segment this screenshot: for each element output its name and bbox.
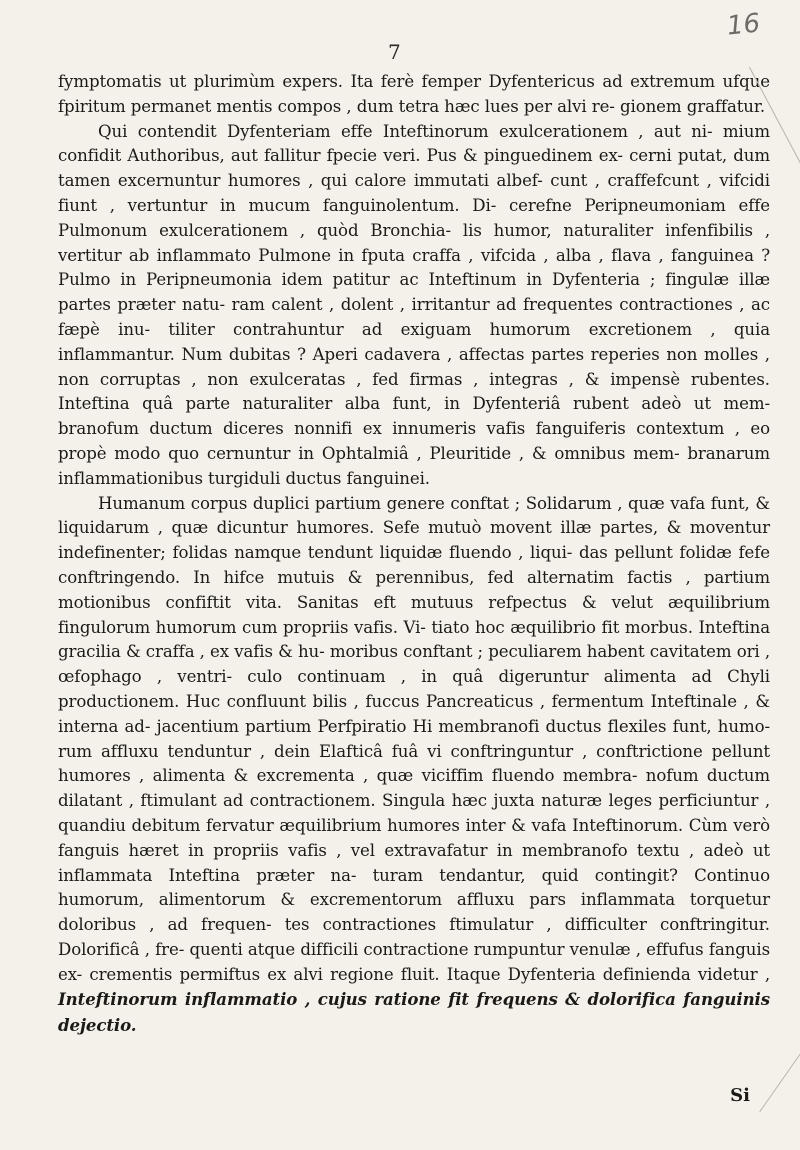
- body-text: [58, 70, 770, 1039]
- page-number: 7: [388, 40, 401, 64]
- paragraph-3: [58, 492, 770, 1040]
- paragraph-3-text: Humanum corpus duplici partium genere conftat ; Solidarum , quæ vafa funt, & liquidarum , quæ dicuntur humores. Sefe mutuò movent illæ partes, & moventur indefinenter; folidas namque tendunt liquidæ fluendo , liqui- das pellunt folidæ fefe conftringendo. In hifce mutuis & perennibus, fed alternatim factis , partium motionibus confiftit vita. Sanitas eft mutuus refpectus & velut æquilibrium fingulorum humorum cum propriis vafis. Vi- tiato hoc æquilibrio fit morbus. Inteftina gracilia & craffa , ex vafis & hu- moribus conftant ; peculiarem habent cavitatem ori , œfophago , ventri- culo continuam , in quâ digeruntur alimenta ad Chyli productionem. Huc confluunt bilis , fuccus Pancreaticus , fermentum Inteftinale , & interna ad- jacentium partium Perfpiratio Hi membranofi ductus flexiles funt, humo- rum affluxu tenduntur , dein Elafticâ fuâ vi conftringuntur , conftrictione pellunt humores , alimenta & excrementa , quæ viciffim fluendo membra- nofum ductum dilatant , ftimulant ad contractionem. Singula hæc juxta naturæ leges perficiuntur , quandiu debitum fervatur æquilibrium humores inter & vafa Inteftinorum. Cùm verò fanguis hæret in propriis vafis , vel extravafatur in membranofo textu , adeò ut inflammata Inteftina præter na- turam tendantur, quid contingit? Continuo humorum, alimentorum & excrementorum affluxu pars inflammata torquetur doloribus , ad frequen- tes contractiones ftimulatur , difficulter conftringitur. Dolorificâ , fre- quenti atque difficili contractione rumpuntur venulæ , effufus fanguis ex- crementis permiftus ex alvi regione fluit. Itaque Dyfenteria definienda videtur ,: [58, 493, 770, 984]
- paragraph-2: Qui contendit Dyfenteriam effe Inteftinorum exulcerationem , aut ni- mium confidit Authoribus, aut fallitur fpecie veri. Pus & pinguedinem ex- cerni putat, dum tamen excernuntur humores , qui calore immutati albef- cunt , craffefcunt , vifcidi fiunt , vertuntur in mucum fanguinolentum. Di- cerefne Peripneumoniam effe Pulmonum exulcerationem , quòd Bronchia- lis humor, naturaliter infenfibilis , vertitur ab inflammato Pulmone in fputa craffa , vifcida , alba , flava , fanguinea ? Pulmo in Peripneumonia idem patitur ac Inteftinum in Dyfenteria ; fingulæ illæ partes præter natu- ram calent , dolent , irritantur ad frequentes contractiones , ac fæpè inu- tiliter contrahuntur ad exiguam humorum excretionem , quia inflammantur. Num dubitas ? Aperi cadavera , affectas partes reperies non molles , non corruptas , non exulceratas , fed firmas , integras , & impensè rubentes. Inteftina quâ parte naturaliter alba funt, in Dyfenteriâ rubent adeò ut mem- branofum ductum diceres nonnifi ex innumeris vafis fanguiferis contextum , eo propè modo quo cernuntur in Ophtalmiâ , Pleuritide , & omnibus mem- branarum inflammationibus turgiduli ductus fanguinei.: [58, 121, 770, 488]
- pencil-page-mark: 16: [725, 8, 762, 42]
- catchword: Si: [730, 1085, 750, 1106]
- margin-pencil-stroke: [759, 1038, 800, 1112]
- definition-italic: Inteftinorum inflammatio , cujus ratione fit frequens & dolorifica fanguinis dejectio.: [58, 989, 770, 1036]
- paragraph-1: fymptomatis ut plurimùm expers. Ita ferè femper Dyfentericus ad extremum ufque fpiritum permanet mentis compos , dum tetra hæc lues per alvi re- gionem graffatur.: [58, 72, 770, 116]
